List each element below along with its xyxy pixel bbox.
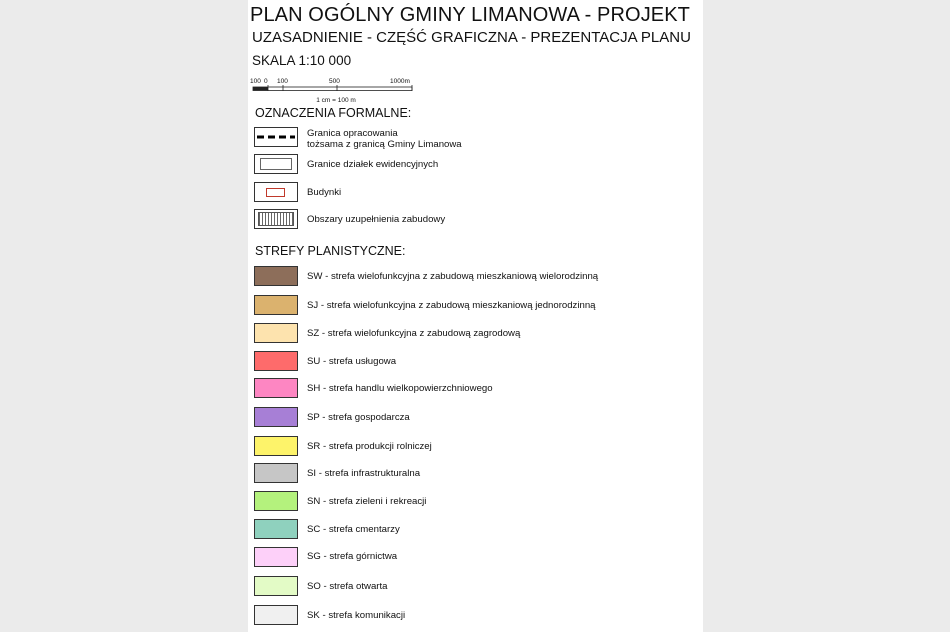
zone-label: SN - strefa zieleni i rekreacji <box>307 496 427 507</box>
buildings-swatch <box>254 182 298 202</box>
zone-swatch <box>254 463 298 483</box>
scale-note: 1 cm = 100 m <box>316 97 356 104</box>
zones-heading: STREFY PLANISTYCZNE: <box>255 244 406 258</box>
zone-swatch <box>254 295 298 315</box>
zone-label: SG - strefa górnictwa <box>307 551 398 562</box>
hatched-area-icon <box>258 212 294 226</box>
zone-item-sh <box>254 378 694 398</box>
legend-item-buildings <box>254 182 694 202</box>
page-subtitle: UZASADNIENIE - CZĘŚĆ GRAFICZNA - PREZENTACJA PLANU <box>252 29 691 46</box>
scale-tick-label: 500 <box>329 78 340 85</box>
zone-item-sg <box>254 547 694 567</box>
scale-tick-label: 100 <box>277 78 288 85</box>
zone-label: SC - strefa cmentarzy <box>307 524 400 535</box>
zone-swatch <box>254 605 298 625</box>
scale-bar-segment <box>253 87 268 91</box>
scale-label: SKALA 1:10 000 <box>252 53 352 68</box>
parcels-label: Granice działek ewidencyjnych <box>307 159 439 170</box>
zone-label: SZ - strefa wielofunkcyjna z zabudową zagrodową <box>307 328 521 339</box>
legend-item-boundary <box>254 127 694 150</box>
zone-item-sn <box>254 491 694 511</box>
zone-swatch <box>254 351 298 371</box>
zone-label: SU - strefa usługowa <box>307 356 397 367</box>
zone-item-sz <box>254 323 694 343</box>
building-outline-icon <box>266 188 285 197</box>
zone-label: SK - strefa komunikacji <box>307 610 406 621</box>
boundary-label-line2: tożsama z granicą Gminy Limanowa <box>307 139 462 150</box>
zone-item-sk <box>254 605 694 625</box>
infill-label: Obszary uzupełnienia zabudowy <box>307 214 446 225</box>
dashed-line-icon <box>255 128 297 146</box>
zone-swatch <box>254 491 298 511</box>
zone-swatch <box>254 547 298 567</box>
parcels-swatch <box>254 154 298 174</box>
boundary-swatch <box>254 127 298 147</box>
zone-label: SR - strefa produkcji rolniczej <box>307 441 432 452</box>
zone-item-sc <box>254 519 694 539</box>
formal-heading: OZNACZENIA FORMALNE: <box>255 106 412 120</box>
boundary-label-line1: Granica opracowania <box>307 128 398 139</box>
zone-item-so <box>254 576 694 596</box>
zone-item-sw <box>254 266 694 286</box>
page-title: PLAN OGÓLNY GMINY LIMANOWA - PROJEKT <box>250 4 690 26</box>
zone-label: SH - strefa handlu wielkopowierzchniowego <box>307 383 493 394</box>
zone-item-si <box>254 463 694 483</box>
zone-swatch <box>254 323 298 343</box>
legend-item-infill <box>254 209 694 229</box>
zone-item-su <box>254 351 694 371</box>
legend-page <box>248 0 703 632</box>
scale-tick-label: 0 <box>264 78 268 85</box>
zone-swatch <box>254 407 298 427</box>
scale-bar <box>250 76 420 108</box>
zone-label: SO - strefa otwarta <box>307 581 388 592</box>
zone-swatch <box>254 266 298 286</box>
scale-bar-frame <box>253 87 412 91</box>
zone-label: SI - strefa infrastrukturalna <box>307 468 421 479</box>
zone-swatch <box>254 576 298 596</box>
zone-label: SP - strefa gospodarcza <box>307 412 410 423</box>
infill-swatch <box>254 209 298 229</box>
zone-swatch <box>254 436 298 456</box>
parcel-outline-icon <box>260 158 292 170</box>
zone-item-sj <box>254 295 694 315</box>
zone-item-sr <box>254 436 694 456</box>
zone-label: SW - strefa wielofunkcyjna z zabudową mieszkaniową wielorodzinną <box>307 271 599 282</box>
zone-swatch <box>254 519 298 539</box>
zone-item-sp <box>254 407 694 427</box>
buildings-label: Budynki <box>307 187 342 198</box>
scale-tick-label: 100 <box>250 78 261 85</box>
zone-label: SJ - strefa wielofunkcyjna z zabudową mieszkaniową jednorodzinną <box>307 300 596 311</box>
legend-item-parcels <box>254 154 694 174</box>
scale-tick-label: 1000m <box>390 78 410 85</box>
zone-swatch <box>254 378 298 398</box>
